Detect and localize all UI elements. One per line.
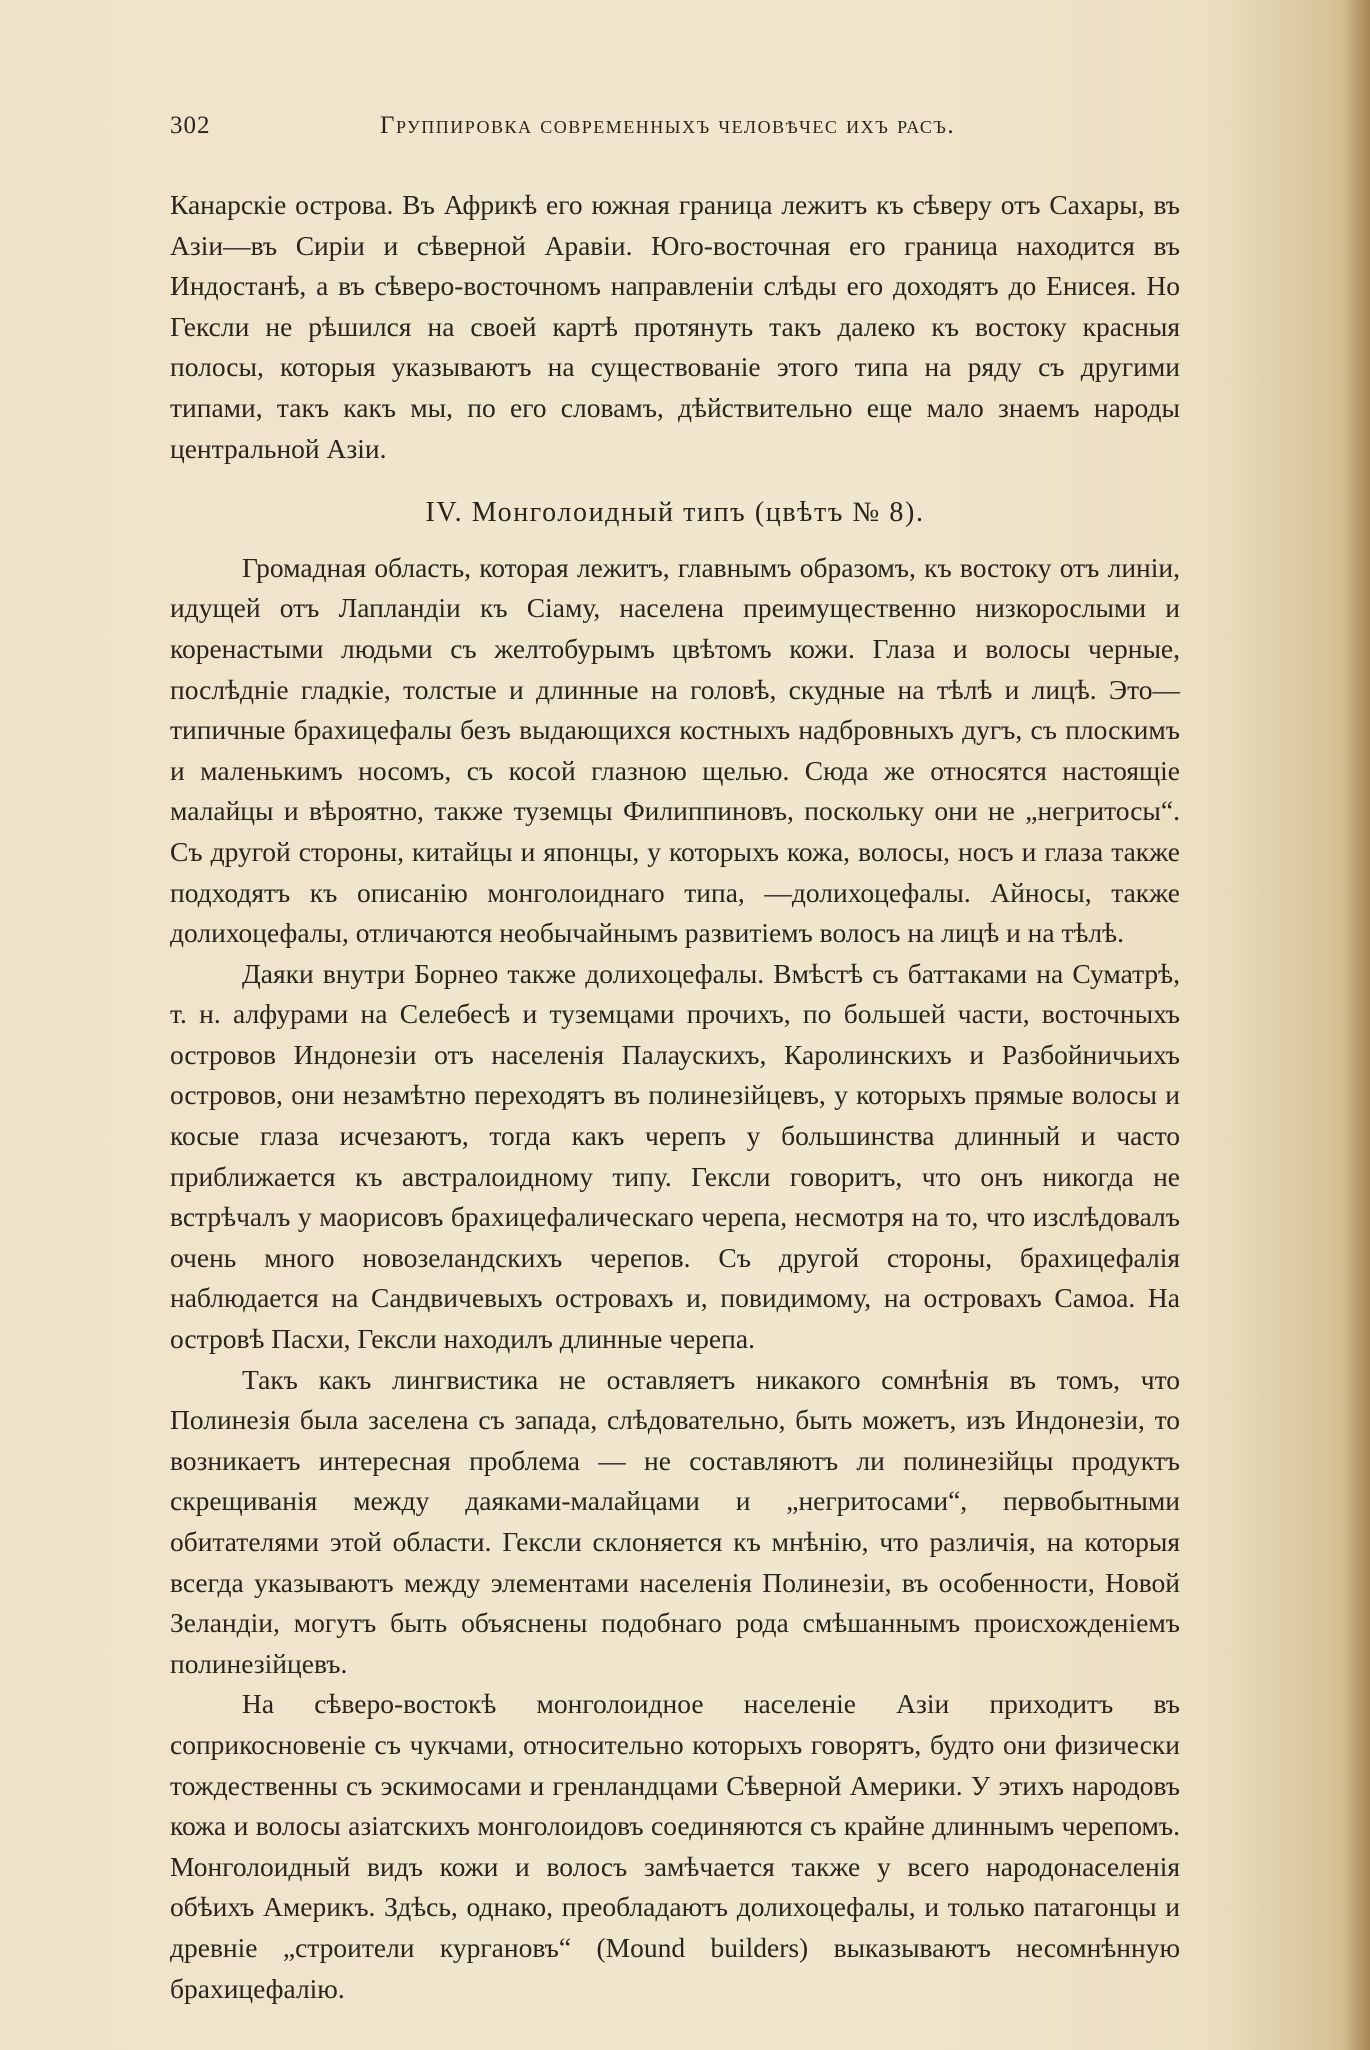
paragraph: Громадная область, которая лежитъ, главнымъ образомъ, къ востоку отъ линіи, идущей отъ Лапландіи къ Сіаму, населена преимущественно низкорослыми и коренастыми людьми съ желтобурымъ цвѣтомъ кожи. Глаза и волосы черные, послѣдніе гладкіе, толстые и длинные на головѣ, скудные на тѣлѣ и лицѣ. Это—типичные брахицефалы безъ выдающихся костныхъ надбровныхъ дугъ, съ плоскимъ и маленькимъ носомъ, съ косой глазною щелью. Сюда же относятся настоящіе малайцы и вѣроятно, также туземцы Филиппиновъ, поскольку они не „негритосы“. Съ другой стороны, китайцы и японцы, у которыхъ кожа, волосы, носъ и глаза также подходятъ къ описанію монголоиднаго типа, —долихоцефалы. Айносы, также долихоцефалы, отличаются необычайнымъ развитіемъ волосъ на лицѣ и на тѣлѣ.: [170, 551, 1180, 949]
page-number: 302: [170, 112, 211, 139]
paragraph: На сѣверо-востокѣ монголоидное населеніе Азіи приходитъ въ соприкосновеніе съ чукчами, относительно которыхъ говорятъ, будто они физически тождественны съ эскимосами и гренландцами Сѣверной Америки. У этихъ народовъ кожа и волосы азіатскихъ монголоидовъ соединяются съ крайне длиннымъ черепомъ. Монголоидный видъ кожи и волосъ замѣчается также у всего народонаселенія обѣихъ Америкъ. Здѣсь, однако, преобладаютъ долихоцефалы, и только патагонцы и древніе „строители кургановъ“ (Mound builders) выказываютъ несомнѣнную брахицефалію.: [170, 1688, 1180, 2004]
section-heading: IV. Монголоидный типъ (цвѣтъ № 8).: [425, 497, 925, 529]
running-title: Группировка современныхъ человѣчес ихъ расъ.: [380, 112, 956, 139]
running-header: [170, 112, 1180, 152]
page-edge-shadow: [1344, 0, 1370, 2050]
paragraph: Даяки внутри Борнео также долихоцефалы. Вмѣстѣ съ баттаками на Суматрѣ, т. н. алфурами на Селебесѣ и туземцами прочихъ, по большей части, восточныхъ островов Индонезіи отъ населенія Палаускихъ, Каролинскихъ и Разбойничьихъ островов, они незамѣтно переходятъ въ полинезійцевъ, у которыхъ прямые волосы и косые глаза исчезаютъ, тогда какъ черепъ у большинства длинный и часто приближается къ австралоидному типу. Гексли говоритъ, что онъ никогда не встрѣчалъ у маорисовъ брахицефалическаго черепа, несмотря на то, что изслѣдовалъ очень много новозеландскихъ черепов. Съ другой стороны, брахицефалія наблюдается на Сандвичевыхъ островахъ и, повидимому, на островахъ Самоа. На островѣ Пасхи, Гексли находилъ длинные черепа.: [170, 957, 1180, 1355]
body-text: [170, 185, 1180, 2009]
paragraph-continued: Канарскіе острова. Въ Африкѣ его южная граница лежитъ къ сѣверу отъ Сахары, въ Азіи—въ Сиріи и сѣверной Аравіи. Юго-восточная его граница находится въ Индостанѣ, а въ сѣверо-восточномъ направленіи слѣды его доходятъ до Енисея. Но Гексли не рѣшился на своей картѣ протянуть такъ далеко къ востоку красныя полосы, которыя указываютъ на существованіе этого типа на ряду съ другими типами, такъ какъ мы, по его словамъ, дѣйствительно еще мало знаемъ народы центральной Азіи.: [170, 189, 1180, 464]
paragraph: Такъ какъ лингвистика не оставляетъ никакого сомнѣнія въ томъ, что Полинезія была заселена съ запада, слѣдовательно, быть можетъ, изъ Индонезіи, то возникаетъ интересная проблема — не составляютъ ли полинезійцы продуктъ скрещиванія между даяками-малайцами и „негритосами“, первобытными обитателями этой области. Гексли склоняется къ мнѣнію, что различія, на которыя всегда указываютъ между элементами населенія Полинезіи, въ особенности, Новой Зеландіи, могутъ быть объяснены подобнаго рода смѣшаннымъ происхожденіемъ полинезійцевъ.: [170, 1363, 1180, 1679]
